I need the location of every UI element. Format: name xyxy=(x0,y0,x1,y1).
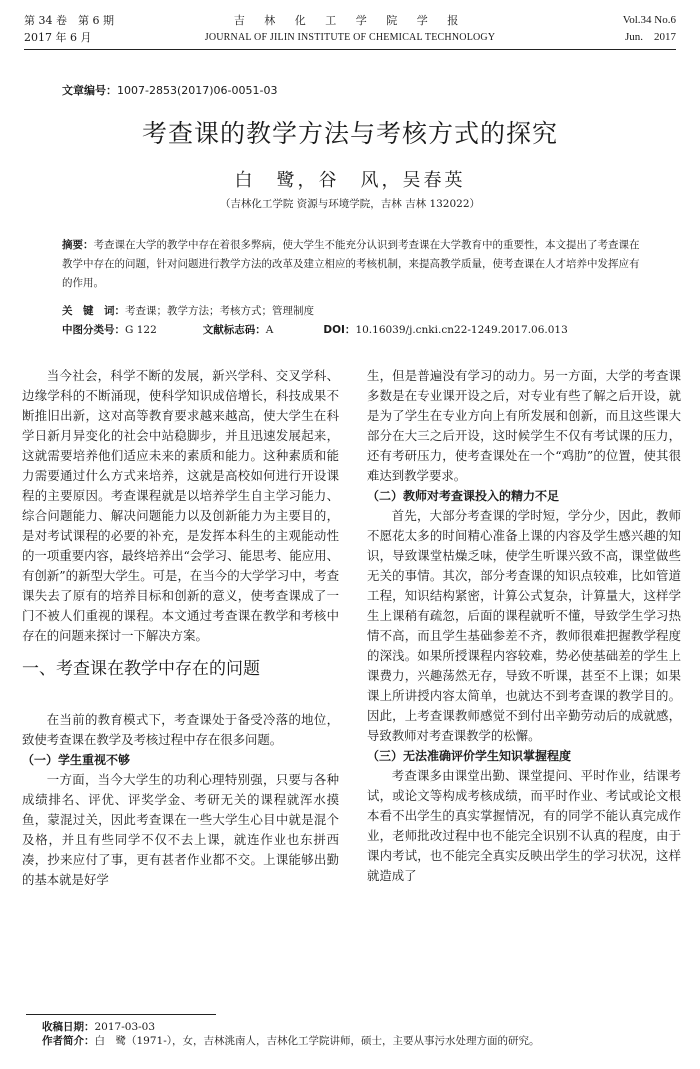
header-vol-issue: 第 34 卷 第 6 期 xyxy=(24,14,114,27)
bio-label: 作者简介： xyxy=(42,1035,95,1047)
footnote-divider xyxy=(26,1014,216,1015)
article-number-value: 1007-2853(2017)06-0051-03 xyxy=(117,84,278,97)
doc-code-value: A xyxy=(265,324,274,336)
intro-paragraph: 当今社会，科学不断的发展，新兴学科、交叉学科、边缘学科的不断涌现，使科学知识成倍增长，科技成果不断推旧出新，这对高等教育要求越来越高，使大学生在科学日新月异变化的社会中站稳脚步，并且迅速发展起来，这就需要培养他们适应未来的素质和能力。这种素质和能力需要通过什么方式来培养，这就是高校如何进行开设课程的主要原因。考查课程就是以培养学生自主学习能力、综合问题能力、解决问题能力以及创新能力为主要目的，是对考试课程的必要的补充，是发挥本科生的主观能动性的一项重要内容，最终培养出“会学习、能思考、能应用、有创新”的新型大学生。可是，在当今的大学学习中，考查课失去了原有的培养目标和创新的意义，使考查课成了一门不被人们重视的课程。本文通过考查课在教学和考核中存在的问题来探讨一下解决方案。 xyxy=(22,368,339,643)
subsection-1-heading: （一）学生重视不够 xyxy=(22,753,131,767)
keywords xyxy=(62,302,314,321)
header-date-cn: 2017 年 6 月 xyxy=(24,31,92,44)
journal-name-cn: 吉 林 化 工 学 院 学 报 xyxy=(233,14,467,27)
received-label: 收稿日期： xyxy=(42,1021,95,1033)
footnote-author-bio xyxy=(42,1034,540,1049)
subsection-3-text: 考查课多由课堂出勤、课堂提问、平时作业，结课考试，或论文等构成考核成绩，而平时作业、考试或论文根本看不出学生的真实掌握情况，有的同学不能认真完成作业，老师批改过程中也不能完全识别不认真的程度，由于课内考试，也不能完全真实反映出学生的学习状况，这样就造成了 xyxy=(367,768,681,883)
paper-title: 考查课的教学方法与考核方式的探究 xyxy=(141,119,558,148)
keywords-text: 考查课；教学方法；考核方式；管理制度 xyxy=(125,305,314,317)
abstract-text: 考查课在大学的教学中存在着很多弊病，使大学生不能充分认识到考查课在大学教育中的重要性，本文提出了考查课在教学中存在的问题，针对问题进行教学方法的改革及建立相应的考核机制，来提高教学质量，使考查课在人才培养中发挥应有的作用。 xyxy=(62,239,640,289)
subsection-1-continued: 生，但是普遍没有学习的动力。另一方面，大学的考查课多数是在专业课开设之后，对专业有些了解之后开设，就是为了学生在专业方向上有所发展和创新，而且这些课大部分在大三之后开设，这时候学生不仅有考试课的压力，还有考研压力，使考查课处在一个“鸡肋”的位置，使其很难达到教学要求。 xyxy=(367,368,681,483)
bio-text: 白 鹭（1971-），女，吉林洮南人，吉林化工学院讲师，硕士，主要从事污水处理方面的研究。 xyxy=(94,1035,540,1047)
subsection-2-heading: （二）教师对考查课投入的精力不足 xyxy=(367,489,560,503)
header-divider xyxy=(24,49,676,50)
section-1-heading: 一、考查课在教学中存在的问题 xyxy=(22,659,260,679)
subsection-2-text: 首先，大部分考查课的学时短，学分少，因此，教师不愿花太多的时间精心准备上课的内容及学生感兴趣的知识，导致课堂枯燥乏味，使学生听课兴致不高，课堂做些无关的事情。其次，部分考查课的知识点较难，比如管道工程，知识结构紧密，计算公式复杂，计算量大，这样学生上课稍有疏忽，后面的课程就听不懂，导致学生学习热情不高，而且学生基础参差不齐，教师很难把握教学程度的深浅。如果所授课程内容较难，势必使基础差的学生上课费力，兴趣荡然无存，导致不听课，甚至不上课；如果课上所讲授内容太简单，也就达不到考查课的教学目的。因此，上考查课教师感觉不到付出辛勤劳动后的成就感，导致教师对考查课教学的松懈。 xyxy=(367,508,681,743)
subsection-3-heading: （三）无法准确评价学生知识掌握程度 xyxy=(367,749,572,763)
paper-authors: 白 鹭，谷 风，吴春英 xyxy=(234,170,466,191)
section-1-intro: 在当前的教育模式下，考查课处于备受冷落的地位，致使考查课在教学及考核过程中存在很多问题。 xyxy=(22,712,339,747)
received-date: 2017-03-03 xyxy=(94,1021,156,1033)
header-vol-en: Vol.34 No.6 xyxy=(622,14,676,26)
clc-value: G 122 xyxy=(125,324,157,336)
article-number-label: 文章编号： xyxy=(62,84,117,97)
clc-label: 中图分类号： xyxy=(62,324,125,336)
footnote-received xyxy=(42,1020,155,1035)
classification-line xyxy=(62,321,662,340)
keywords-label: 关 键 词： xyxy=(62,305,125,317)
header-date-en: Jun. 2017 xyxy=(624,31,676,43)
subsection-1-text: 一方面，当今大学生的功利心理特别强，只要与各种成绩排名、评优、评奖学金、考研无关的课程就浑水摸鱼，蒙混过关，因此考查课在一些大学生心目中就是混个及格，并且有些同学不仅不去上课，就连作业也东拼西凑，抄来应付了事，更有甚者作业都不交。上课能够出勤的基本就是好学 xyxy=(22,772,339,887)
doi-value: 10.16039/j.cnki.cn22-1249.2017.06.013 xyxy=(355,324,568,336)
body-column-right xyxy=(367,366,681,886)
abstract-label: 摘要： xyxy=(62,239,94,251)
article-number xyxy=(62,82,277,98)
journal-name-en: JOURNAL OF JILIN INSTITUTE OF CHEMICAL TECHNOLOGY xyxy=(204,32,496,43)
paper-affiliation: （吉林化工学院 资源与环境学院，吉林 吉林 132022） xyxy=(219,198,481,210)
abstract xyxy=(62,236,642,293)
header-journal xyxy=(0,12,700,46)
header-volume-en xyxy=(623,12,676,46)
doc-code-label: 文献标志码： xyxy=(202,324,266,336)
doi-label: DOI： xyxy=(323,324,356,336)
body-column-left xyxy=(22,366,339,890)
